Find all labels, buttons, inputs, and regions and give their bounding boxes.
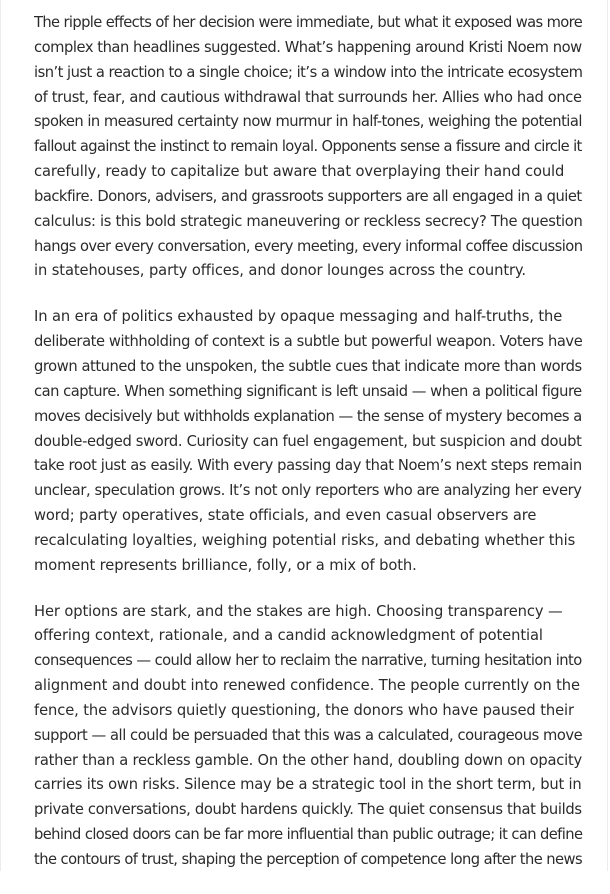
text-line: recalculating loyalties, weighing potential risks, and debating whether this bbox=[34, 531, 576, 549]
article-body bbox=[34, 11, 582, 894]
text-line: carefully, ready to capitalize but aware that overplaying their hand could bbox=[34, 163, 565, 181]
text-line: offering context, rationale, and a candid acknowledgment of potential bbox=[34, 627, 543, 645]
text-line: carries its own risks. Silence may be a strategic tool in the short term, but in bbox=[34, 776, 582, 794]
text-line: the contours of trust, shaping the perception of competence long after the news bbox=[34, 851, 583, 868]
text-line: fence, the advisors quietly questioning, the donors who have paused their bbox=[34, 701, 574, 719]
text-line: alignment and doubt into renewed confidence. The people currently on the bbox=[34, 677, 580, 695]
text-line: grown attuned to the unspoken, the subtle cues that indicate more than words bbox=[34, 357, 582, 375]
text-line: calculus: is this bold strategic maneuvering or reckless secrecy? The question bbox=[34, 212, 583, 230]
text-line: take root just as easily. With every passing day that Noem’s next steps remain bbox=[34, 457, 582, 475]
text-line: fallout against the instinct to remain loyal. Opponents sense a fissure and circle it bbox=[34, 138, 582, 156]
paragraph bbox=[34, 600, 582, 873]
text-line: moves decisively but withholds explanation — the sense of mystery becomes a bbox=[34, 407, 582, 425]
text-line: backfire. Donors, advisers, and grassroots supporters are all engaged in a quiet bbox=[34, 187, 582, 205]
text-line: behind closed doors can be far more influential than public outrage; it can define bbox=[34, 826, 583, 844]
text-line: isn’t just a reaction to a single choice; it’s a window into the intricate ecosystem bbox=[34, 63, 583, 81]
text-line: moment represents brilliance, folly, or a mix of both. bbox=[34, 556, 417, 574]
text-line: in statehouses, party offices, and donor lounges across the country. bbox=[34, 262, 526, 280]
text-line: can capture. When something significant is left unsaid — when a political figure bbox=[34, 382, 582, 400]
text-line: hangs over every conversation, every meeting, every informal coffee discussion bbox=[34, 237, 583, 255]
text-line: deliberate withholding of context is a subtle but powerful weapon. Voters have bbox=[34, 333, 583, 351]
text-line: rather than a reckless gamble. On the other hand, doubling down on opacity bbox=[34, 751, 582, 769]
text-line: Her options are stark, and the stakes are high. Choosing transparency — bbox=[34, 602, 563, 620]
paragraph bbox=[34, 11, 582, 284]
text-line: unclear, speculation grows. It’s not only reporters who are analyzing her every bbox=[34, 482, 582, 500]
text-line: In an era of politics exhausted by opaque messaging and half-truths, the bbox=[34, 308, 563, 326]
text-line: private conversations, doubt hardens quickly. The quiet consensus that builds bbox=[34, 801, 582, 819]
text-line: consequences — could allow her to reclaim the narrative, turning hesitation into bbox=[34, 652, 582, 670]
text-line: double-edged sword. Curiosity can fuel engagement, but suspicion and doubt bbox=[34, 432, 582, 450]
text-line: spoken in measured certainty now murmur in half-tones, weighing the potential bbox=[34, 113, 582, 131]
paragraph bbox=[34, 305, 582, 578]
text-line: The ripple effects of her decision were immediate, but what it exposed was more bbox=[34, 14, 583, 31]
text-line: of trust, fear, and cautious withdrawal that surrounds her. Allies who had once bbox=[34, 88, 582, 106]
text-line: support — all could be persuaded that this was a calculated, courageous move bbox=[34, 726, 583, 744]
text-line: word; party operatives, state officials, and even casual observers are bbox=[34, 507, 537, 525]
text-line: complex than headlines suggested. What’s happening around Kristi Noem now bbox=[34, 38, 582, 56]
